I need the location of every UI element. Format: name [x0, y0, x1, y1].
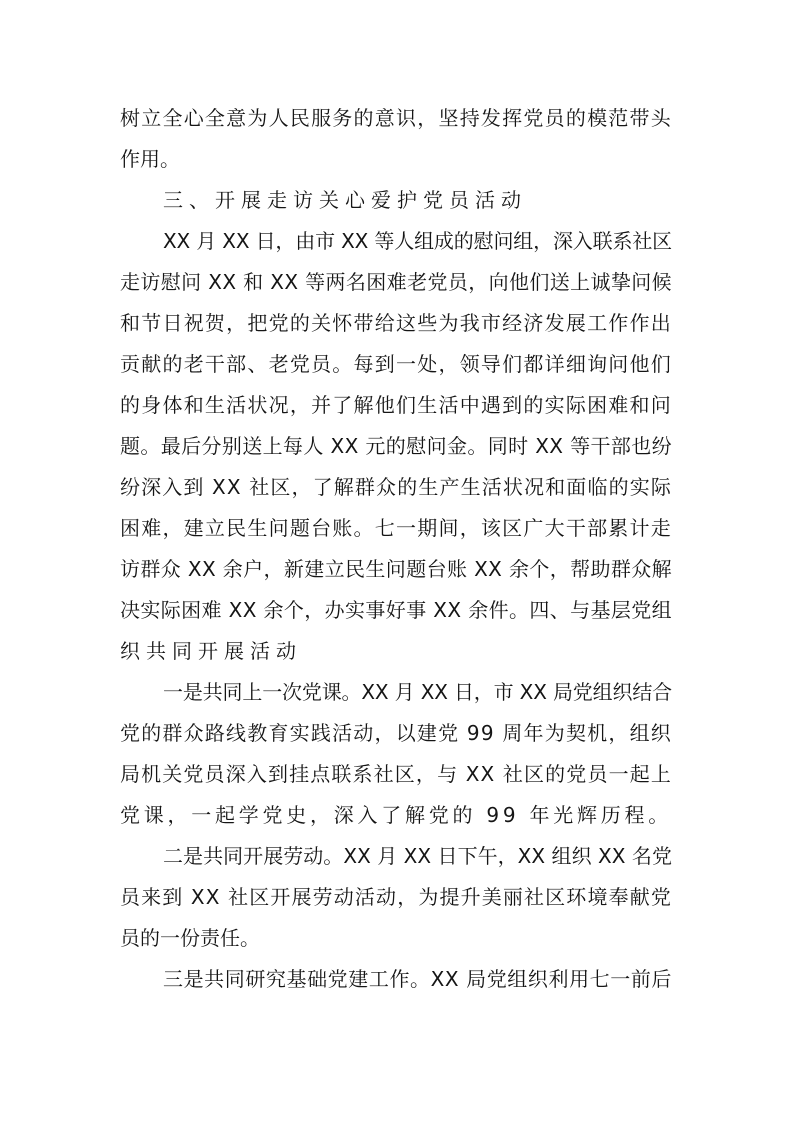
text-line-content: 三是共同研究基础党建工作。XX 局党组织利用七一前后 — [163, 967, 672, 991]
text-line-content: 贡献的老干部、老党员。每到一处，领导们都详细询问他们 — [120, 352, 672, 376]
text-line-content: 决实际困难 XX 余个，办实事好事 XX 余件。四、与基层党组 — [120, 598, 672, 622]
text-line-content: 员的一份责任。 — [120, 926, 260, 950]
text-line — [0, 633, 794, 669]
text-line — [0, 674, 794, 710]
text-line-content: 访群众 XX 余户，新建立民生问题台账 XX 余个，帮助群众解 — [120, 557, 672, 581]
text-line — [0, 920, 794, 956]
text-line — [0, 223, 794, 259]
text-line-content: XX 月 XX 日，由市 XX 等人组成的慰问组，深入联系社区 — [163, 229, 672, 253]
text-line — [0, 756, 794, 792]
text-line-content: 一是共同上一次党课。XX 月 XX 日，市 XX 局党组织结合 — [163, 680, 672, 704]
text-line — [0, 100, 794, 136]
text-line-content: 困难，建立民生问题台账。七一期间，该区广大干部累计走 — [120, 516, 672, 540]
text-line — [0, 264, 794, 300]
text-line-content: 树立全心全意为人民服务的意识，坚持发挥党员的模范带头 — [120, 106, 672, 130]
text-line-content: 局机关党员深入到挂点联系社区，与 XX 社区的党员一起上 — [120, 762, 672, 786]
text-line-content: 二是共同开展劳动。XX 月 XX 日下午，XX 组织 XX 名党 — [163, 844, 672, 868]
text-line — [0, 346, 794, 382]
text-line — [0, 961, 794, 997]
text-line-content: 党课，一起学党史，深入了解党的 99 年光辉历程。 — [120, 803, 672, 827]
text-line — [0, 879, 794, 915]
text-line — [0, 305, 794, 341]
text-line-content: 党的群众路线教育实践活动，以建党 99 周年为契机，组织 — [120, 721, 672, 745]
text-line-content: 员来到 XX 社区开展劳动活动，为提升美丽社区环境奉献党 — [120, 885, 672, 909]
section-heading-text: 三、开展走访关心爱护党员活动 — [163, 188, 527, 212]
text-line — [0, 551, 794, 587]
text-line — [0, 469, 794, 505]
text-line-content: 和节日祝贺，把党的关怀带给这些为我市经济发展工作作出 — [120, 311, 672, 335]
text-line — [0, 387, 794, 423]
text-line — [0, 797, 794, 833]
text-line-content: 纷深入到 XX 社区，了解群众的生产生活状况和面临的实际 — [120, 475, 672, 499]
text-line-content: 织共同开展活动 — [120, 639, 302, 663]
text-line — [0, 510, 794, 546]
section-heading — [0, 182, 794, 218]
text-line-content: 作用。 — [120, 147, 180, 171]
text-line — [0, 592, 794, 628]
text-line — [0, 141, 794, 177]
text-line-content: 的身体和生活状况，并了解他们生活中遇到的实际困难和问 — [120, 393, 672, 417]
text-line — [0, 838, 794, 874]
text-line-content: 走访慰问 XX 和 XX 等两名困难老党员，向他们送上诚挚问候 — [120, 270, 672, 294]
text-line — [0, 428, 794, 464]
text-line — [0, 715, 794, 751]
text-line-content: 题。最后分别送上每人 XX 元的慰问金。同时 XX 等干部也纷 — [120, 434, 672, 458]
